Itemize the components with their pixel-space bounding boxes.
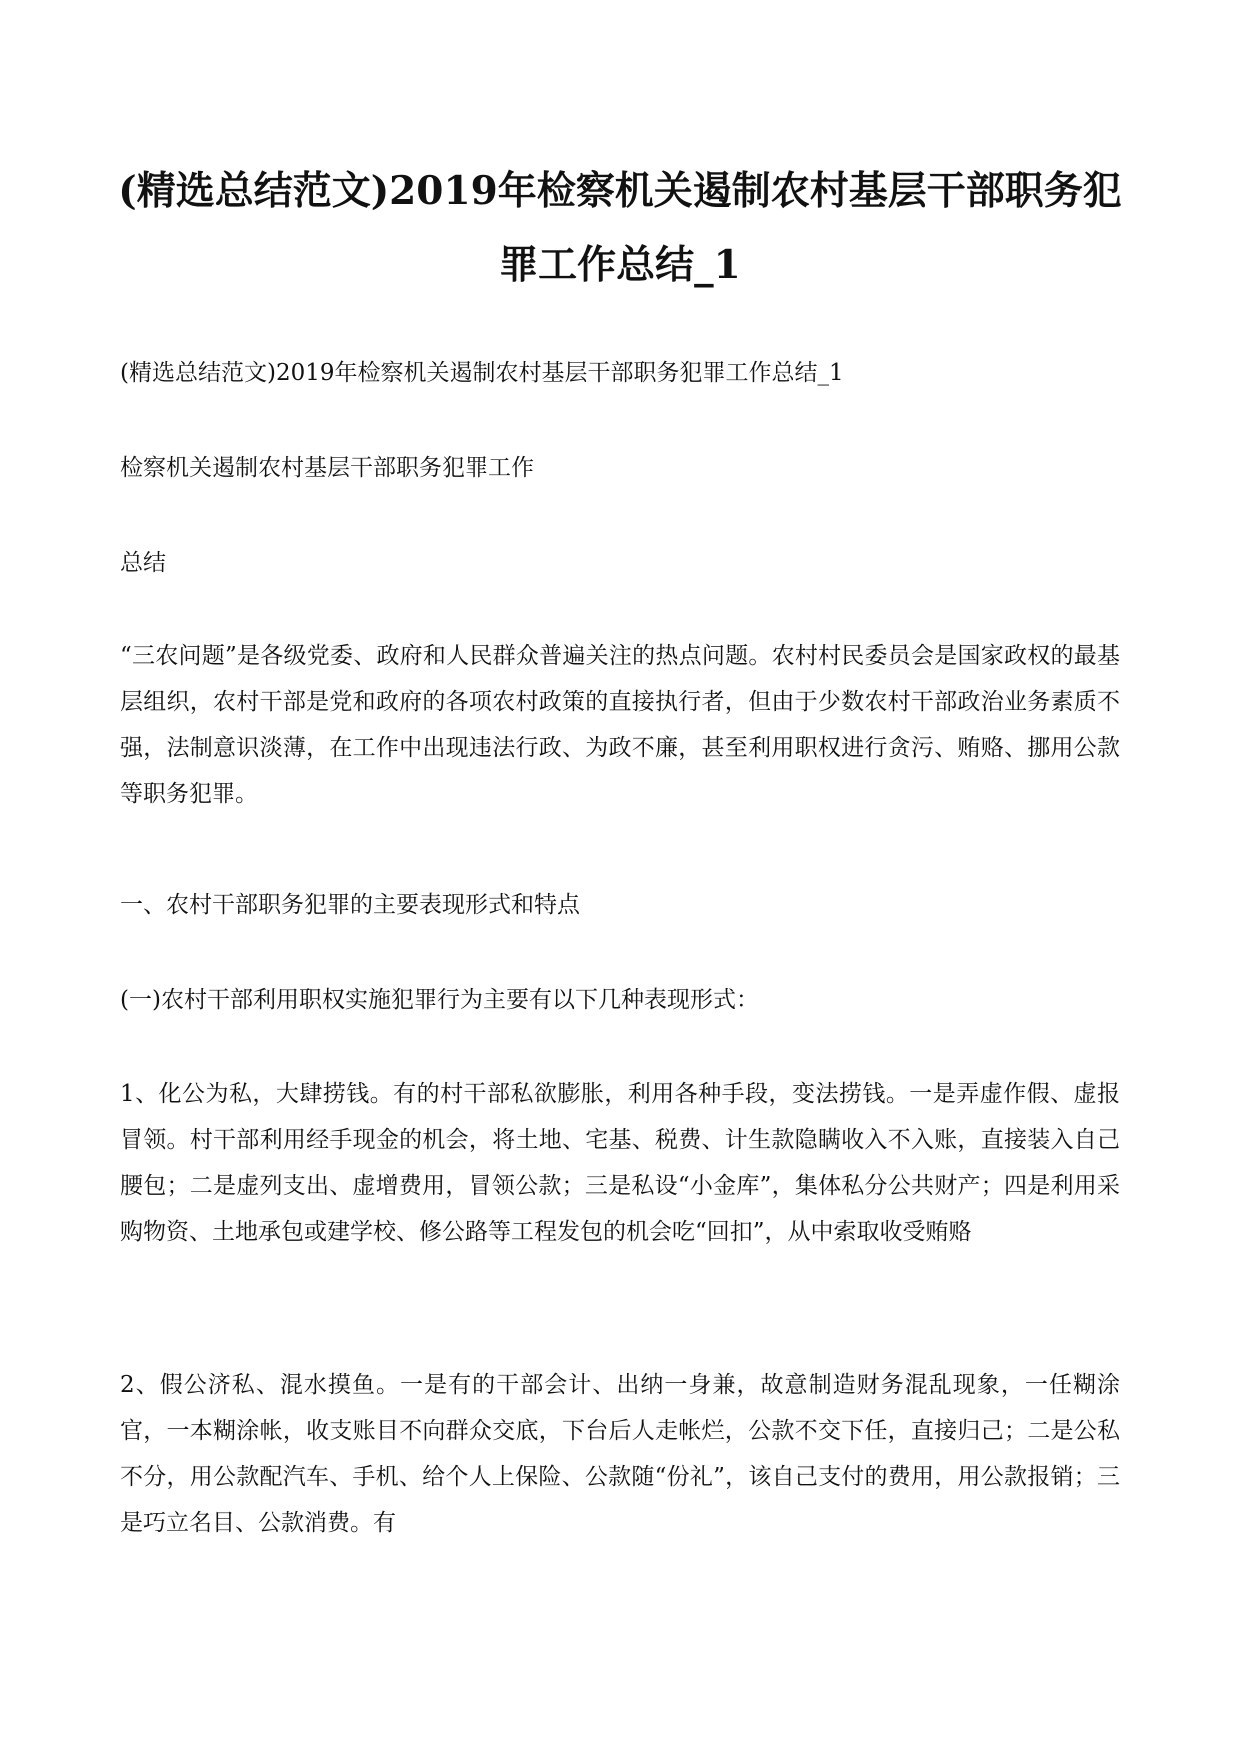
intro-paragraph: “三农问题”是各级党委、政府和人民群众普遍关注的热点问题。农村村民委员会是国家政权的最基层组织，农村干部是党和政府的各项农村政策的直接执行者，但由于少数农村干部政治业务素质不强，法制意识淡薄，在工作中出现违法行政、为政不廉，甚至利用职权进行贪污、贿赂、挪用公款等职务犯罪。 <box>120 643 1120 807</box>
heading-line-2: 总结 <box>120 550 166 576</box>
heading-line-1: 检察机关遏制农村基层干部职务犯罪工作 <box>120 455 534 481</box>
item-paragraph-1: 1、化公为私，大肆捞钱。有的村干部私欲膨胀，利用各种手段，变法捞钱。一是弄虚作假、虚报冒领。村干部利用经手现金的机会，将土地、宅基、税费、计生款隐瞒收入不入账，直接装入自己腰包；二是虚列支出、虚增费用，冒领公款；三是私设“小金库”，集体私分公共财产；四是利用采购物资、土地承包或建学校、修公路等工程发包的机会吃“回扣”，从中索取收受贿赂 <box>120 1081 1120 1245</box>
section-heading-1: 一、农村干部职务犯罪的主要表现形式和特点 <box>120 892 580 918</box>
subsection-heading-1: (一)农村干部利用职权实施犯罪行为主要有以下几种表现形式： <box>120 987 759 1013</box>
subtitle-paragraph: (精选总结范文)2019年检察机关遏制农村基层干部职务犯罪工作总结_1 <box>120 360 844 386</box>
item-paragraph-2: 2、假公济私、混水摸鱼。一是有的干部会计、出纳一身兼，故意制造财务混乱现象，一任糊涂官，一本糊涂帐，收支账目不向群众交底，下台后人走帐烂，公款不交下任，直接归己；二是公私不分，用公款配汽车、手机、给个人上保险、公款随“份礼”，该自己支付的费用，用公款报销；三是巧立名目、公款消费。有 <box>120 1372 1120 1536</box>
document-title: (精选总结范文)2019年检察机关遏制农村基层干部职务犯罪工作总结_1 <box>118 168 1122 288</box>
